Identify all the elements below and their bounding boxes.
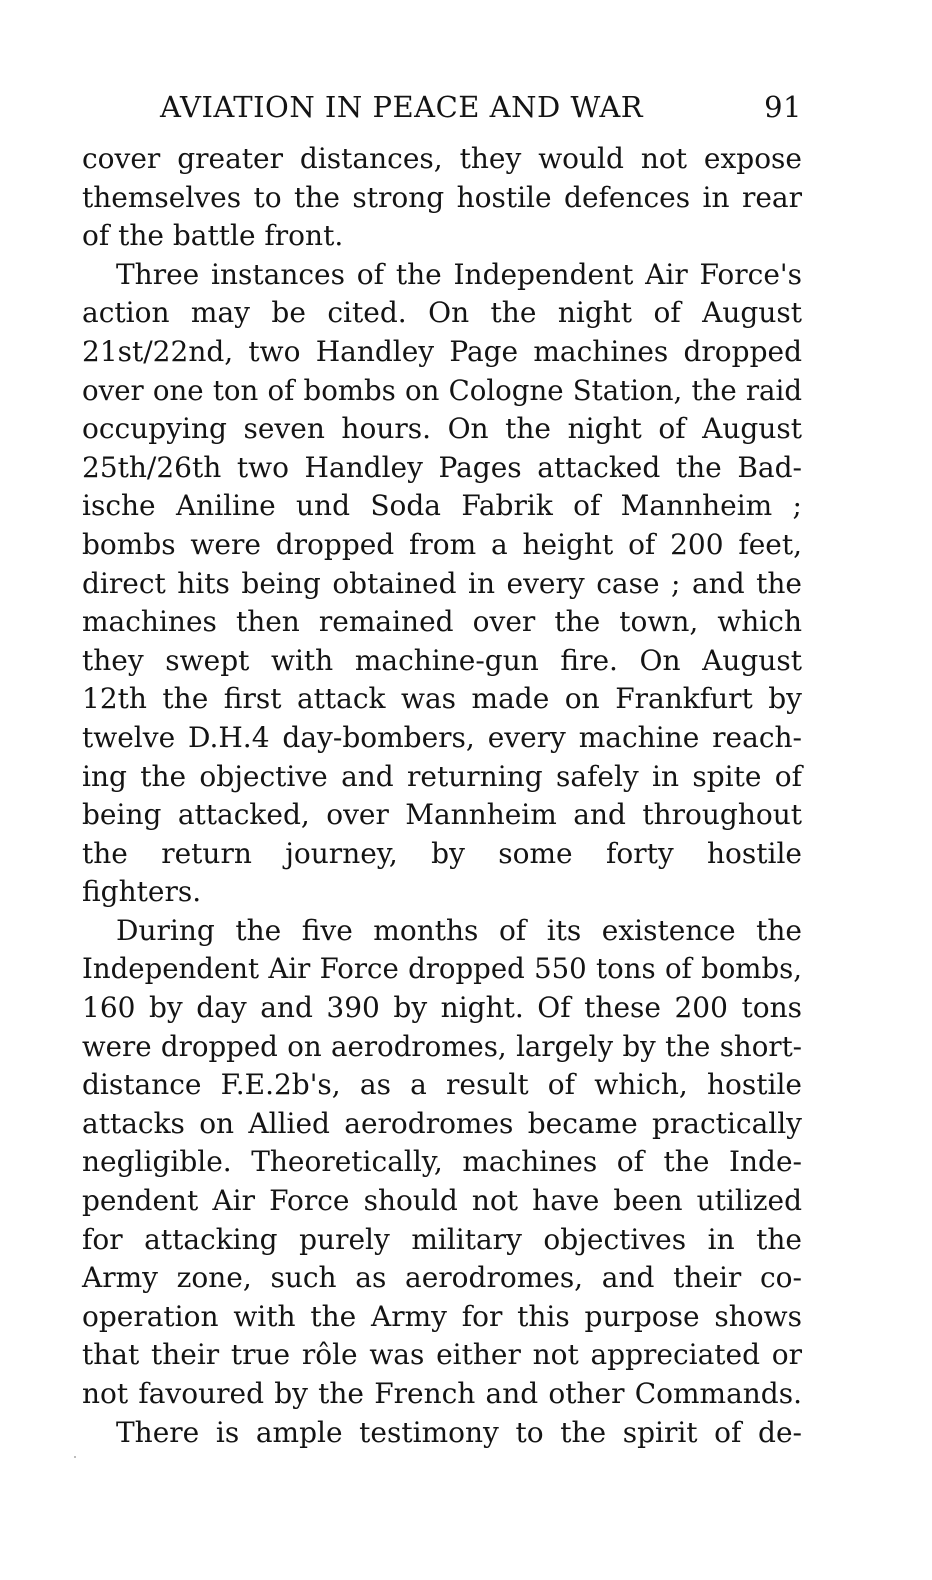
text-line: Army zone, such as aerodromes, and their co- bbox=[82, 1261, 802, 1295]
text-line: action may be cited. On the night of August bbox=[82, 296, 802, 330]
paragraph-first-line: During the five months of its existence the bbox=[116, 913, 802, 947]
text-line: 12th the first attack was made on Frankfurt by bbox=[82, 682, 802, 716]
scan-speck bbox=[74, 1456, 76, 1458]
paragraph-first-line: Three instances of the Independent Air Force's bbox=[116, 257, 802, 291]
text-line: pendent Air Force should not have been utilized bbox=[82, 1184, 802, 1218]
text-line: of the battle front. bbox=[82, 219, 344, 253]
text-line: the return journey, by some forty hostile bbox=[82, 836, 802, 870]
page-number: 91 bbox=[764, 90, 802, 124]
text-line: fighters. bbox=[82, 875, 202, 909]
text-line: 25th/26th two Handley Pages attacked the Bad- bbox=[82, 450, 802, 484]
text-line: bombs were dropped from a height of 200 feet, bbox=[82, 527, 802, 561]
running-header bbox=[160, 84, 802, 130]
text-line: twelve D.H.4 day-bombers, every machine reach- bbox=[82, 720, 802, 754]
text-line: negligible. Theoretically, machines of the Inde- bbox=[82, 1145, 802, 1179]
body-text bbox=[82, 140, 802, 1452]
text-line: attacks on Allied aerodromes became practically bbox=[82, 1106, 802, 1140]
text-line: machines then remained over the town, which bbox=[82, 605, 802, 639]
text-line: themselves to the strong hostile defences in rear bbox=[82, 180, 802, 214]
text-line: cover greater distances, they would not expose bbox=[82, 142, 802, 175]
text-line: direct hits being obtained in every case ; and the bbox=[82, 566, 802, 600]
text-line: they swept with machine-gun fire. On August bbox=[82, 643, 802, 677]
paragraph-first-line: There is ample testimony to the spirit of de- bbox=[116, 1415, 802, 1449]
text-line: occupying seven hours. On the night of August bbox=[82, 412, 802, 446]
text-line: Independent Air Force dropped 550 tons of bombs, bbox=[82, 952, 802, 986]
text-line: over one ton of bombs on Cologne Station, the raid bbox=[82, 373, 802, 407]
text-line: 21st/22nd, two Handley Page machines dropped bbox=[82, 334, 802, 368]
text-line: ische Aniline und Soda Fabrik of Mannheim ; bbox=[82, 489, 802, 523]
running-title: AVIATION IN PEACE AND WAR bbox=[160, 90, 644, 124]
text-line: operation with the Army for this purpose shows bbox=[82, 1299, 802, 1333]
text-line: 160 by day and 390 by night. Of these 200 tons bbox=[82, 991, 802, 1025]
text-line: distance F.E.2b's, as a result of which, hostile bbox=[82, 1068, 802, 1102]
text-line: ing the objective and returning safely in spite of bbox=[82, 759, 802, 793]
text-line: were dropped on aerodromes, largely by the short- bbox=[82, 1029, 802, 1063]
text-line: being attacked, over Mannheim and throughout bbox=[82, 798, 802, 832]
text-line: for attacking purely military objectives in the bbox=[82, 1222, 802, 1256]
text-line: that their true rôle was either not appreciated or bbox=[82, 1338, 802, 1372]
text-line: not favoured by the French and other Commands. bbox=[82, 1377, 802, 1410]
